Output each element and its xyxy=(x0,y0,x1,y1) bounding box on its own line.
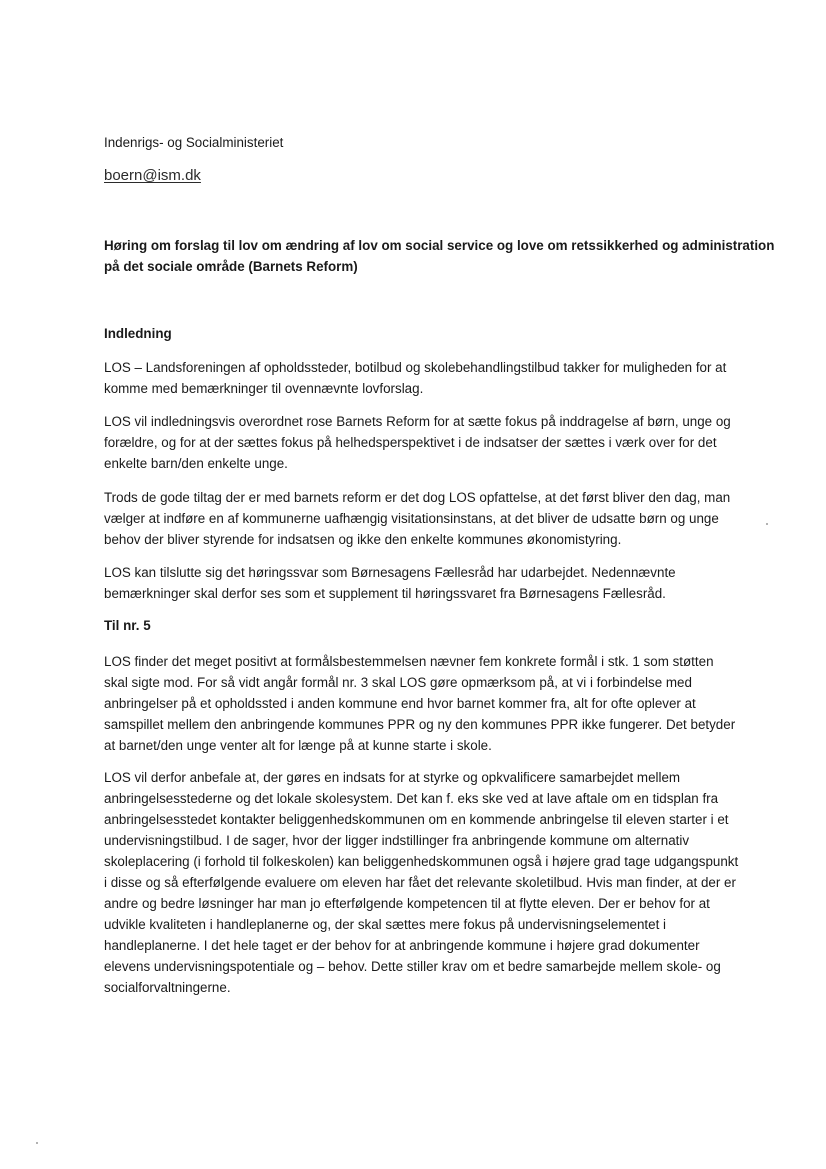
nr5-paragraph-1 xyxy=(104,651,754,756)
text-line: skoleplacering (i forhold til folkeskolen) kan beliggenhedskommunen også i højere grad tage udgangspunkt xyxy=(104,854,739,869)
text-line: i disse og så efterfølgende evaluere om eleven har fået det relevante skoletilbud. Hvis man finder, at der er xyxy=(104,875,736,890)
text-line: LOS kan tilslutte sig det høringssvar som Børnesagens Fællesråd har udarbejdet. Nedennævnte xyxy=(104,565,676,580)
recipient-name: Indenrigs- og Socialministeriet xyxy=(104,135,284,150)
text-line: andre og bedre løsninger har man jo efterfølgende kompetencen til at flytte eleven. Der er behov for at xyxy=(104,896,710,911)
text-line: LOS vil derfor anbefale at, der gøres en indsats for at styrke og opkvalificere samarbejdet mellem xyxy=(104,770,681,785)
intro-paragraph-4 xyxy=(104,562,754,604)
text-line: elevens undervisningspotentiale og – behov. Dette stiller krav om et bedre samarbejde mellem skole- og xyxy=(104,959,721,974)
text-line: at barnet/den unge venter alt for længe på at kunne starte i skole. xyxy=(104,738,492,753)
section-heading-nr5: Til nr. 5 xyxy=(104,618,151,633)
intro-paragraph-3 xyxy=(104,487,754,550)
text-line: komme med bemærkninger til ovennævnte lovforslag. xyxy=(104,381,424,396)
text-line: anbringelsesstederne og det lokale skolesystem. Det kan f. eks ske ved at lave aftale om en tidsplan fra xyxy=(104,791,719,806)
section-heading-intro: Indledning xyxy=(104,326,172,341)
text-line: behov der bliver styrende for indsatsen og ikke den enkelte kommunes økonomistyring. xyxy=(104,532,622,547)
scan-speck xyxy=(36,1142,38,1144)
intro-paragraph-1 xyxy=(104,357,754,399)
text-line: udvikle kvaliteten i handleplanerne og, der skal sættes mere fokus på undervisningselementet i xyxy=(104,917,666,932)
text-line: vælger at indføre en af kommunerne uafhængig visitationsinstans, at det bliver de udsatte børn og unge xyxy=(104,511,719,526)
text-line: handleplanerne. I det hele taget er der behov for at anbringende kommune i højere grad dokumenter xyxy=(104,938,700,953)
text-line: Trods de gode tiltag der er med barnets reform er det dog LOS opfattelse, at det først bliver den dag, man xyxy=(104,490,731,505)
text-line: anbringelser på et opholdssted i anden kommune end hvor barnet kommer fra, alt for ofte oplever at xyxy=(104,696,696,711)
text-line: bemærkninger skal derfor ses som et supplement til høringssvaret fra Børnesagens Fællesråd. xyxy=(104,586,666,601)
text-line: LOS vil indledningsvis overordnet rose Barnets Reform for at sætte fokus på inddragelse af børn, unge og xyxy=(104,414,731,429)
text-line: socialforvaltningerne. xyxy=(104,980,231,995)
text-line: LOS – Landsforeningen af opholdssteder, botilbud og skolebehandlingstilbud takker for muligheden for at xyxy=(104,360,727,375)
recipient-email-link[interactable]: boern@ism.dk xyxy=(104,167,201,184)
text-line: undervisningstilbud. I de sager, hvor der ligger indstillinger fra anbringende kommune om alternativ xyxy=(104,833,690,848)
subject-line: Høring om forslag til lov om ændring af lov om social service og love om retssikkerhed og administration xyxy=(104,238,775,253)
subject-title xyxy=(104,235,775,277)
scan-speck xyxy=(766,523,768,525)
text-line: skal sigte mod. For så vidt angår formål nr. 3 skal LOS gøre opmærksom på, at vi i forbindelse med xyxy=(104,675,692,690)
text-line: enkelte barn/den enkelte unge. xyxy=(104,456,288,471)
text-line: anbringelsesstedet kontakter beliggenhedskommunen om en kommende anbringelse til eleven starter i et xyxy=(104,812,729,827)
text-line: forældre, og for at der sættes fokus på helhedsperspektivet i de indsatser der sættes i værk over for det xyxy=(104,435,717,450)
text-line: samspillet mellem den anbringende kommunes PPR og ny den kommunes PPR ikke fungerer. Det betyder xyxy=(104,717,736,732)
nr5-paragraph-2 xyxy=(104,767,754,998)
intro-paragraph-2 xyxy=(104,411,754,474)
subject-line: på det sociale område (Barnets Reform) xyxy=(104,259,358,274)
text-line: LOS finder det meget positivt at formålsbestemmelsen nævner fem konkrete formål i stk. 1 som støtten xyxy=(104,654,714,669)
